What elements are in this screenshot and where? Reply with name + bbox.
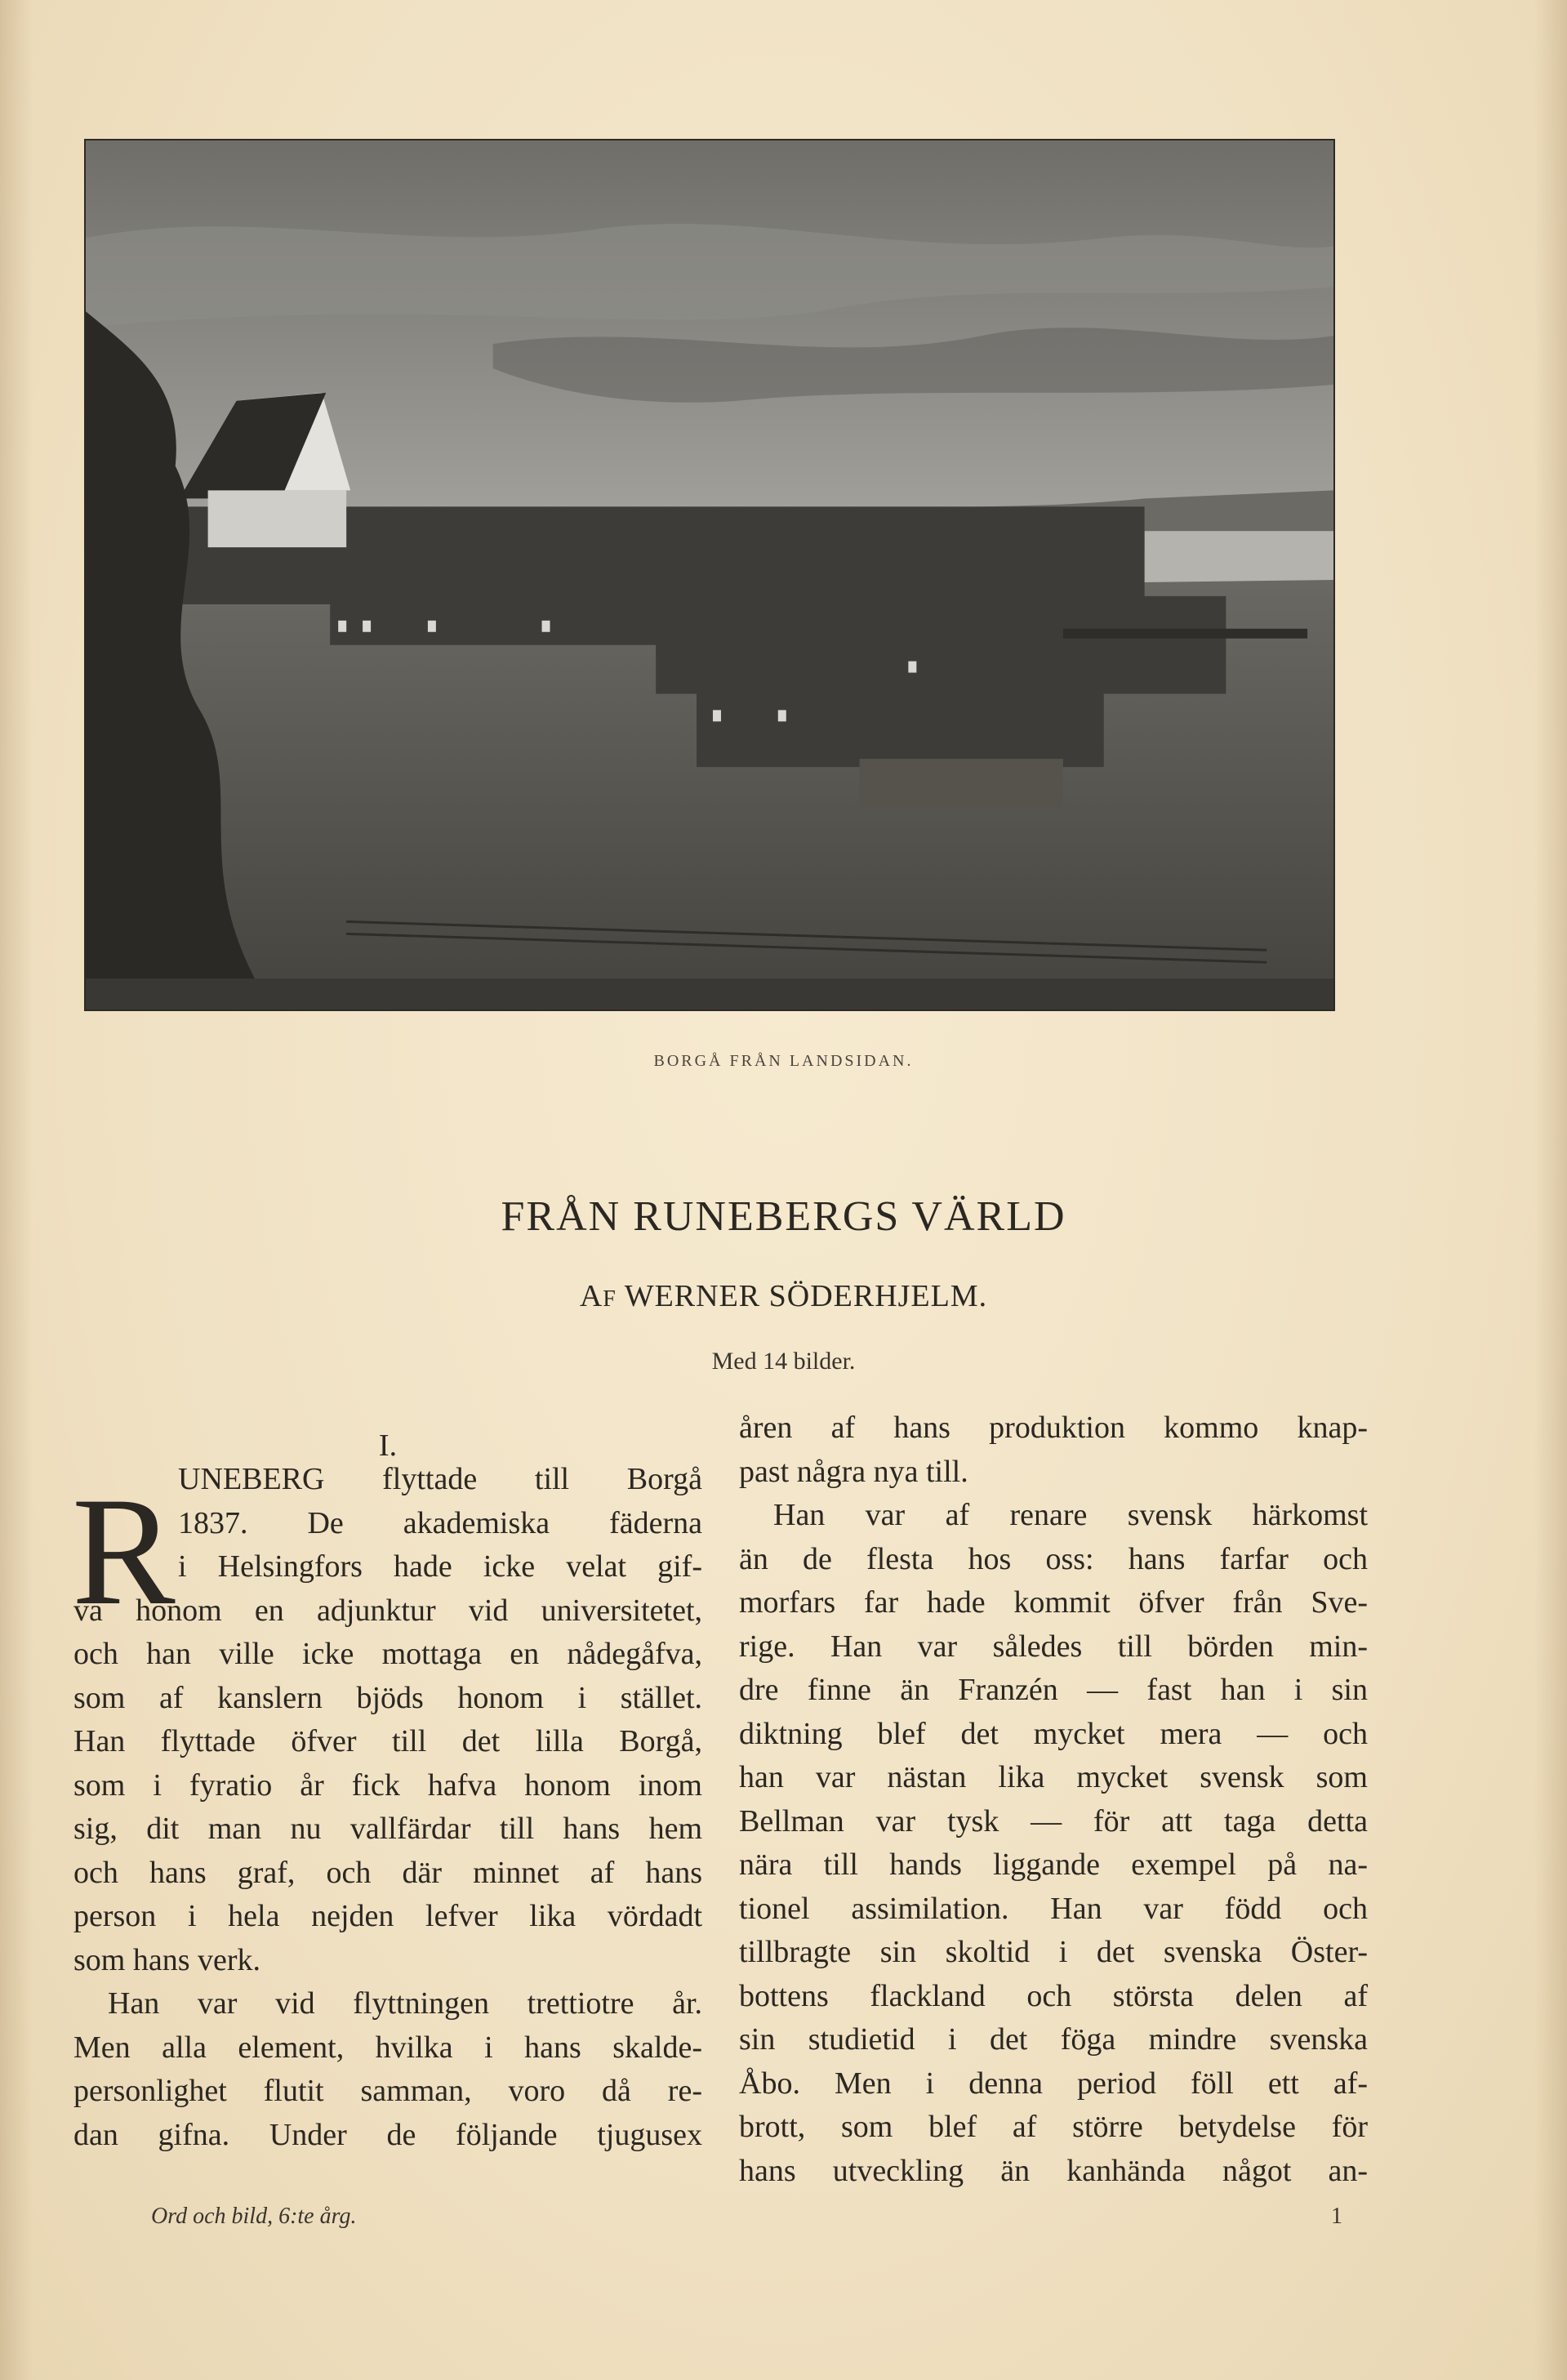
byline-author: WERNER SÖDERHJELM. [624, 1279, 988, 1313]
text-line: som af kanslern bjöds honom i stället. [73, 1680, 702, 1715]
text-line: och hans graf, och där minnet af hans [73, 1855, 702, 1890]
text-line: Åbo. Men i denna period föll ett af- [739, 2066, 1368, 2101]
photograph-plate [84, 139, 1335, 1011]
text-line: bottens flackland och största delen af [739, 1978, 1368, 2013]
page-number: 1 [1331, 2204, 1342, 2229]
page-edge-shadow-left [0, 0, 33, 2380]
right-column [739, 1406, 1368, 2193]
text-line: och han ville icke mottaga en nådegåfva, [73, 1637, 702, 1671]
byline-prefix-small: F [603, 1286, 617, 1312]
text-line: än de flesta hos oss: hans farfar och [739, 1541, 1368, 1576]
town-landscape-photo [86, 140, 1333, 1009]
text-line: sin studietid i det föga mindre svenska [739, 2022, 1368, 2057]
text-line: dan gifna. Under de följande tjugusex [73, 2117, 702, 2152]
text-line: va honom en adjunktur vid universitetet, [73, 1593, 702, 1628]
text-line: som i fyratio år fick hafva honom inom [73, 1767, 702, 1803]
article-byline [0, 1278, 1567, 1314]
text-line: han var nästan lika mycket svensk som [739, 1760, 1368, 1794]
text-line: sig, dit man nu vallfärdar till hans hem [73, 1812, 702, 1846]
text-line: UNEBERG flyttade till Borgå [178, 1462, 702, 1496]
text-line: brott, som blef af större betydelse för [739, 2110, 1368, 2144]
text-line: dre finne än Franzén — fast han i sin [739, 1673, 1368, 1707]
text-line: person i hela nejden lefver lika vördadt [73, 1899, 702, 1933]
text-line: Han flyttade öfver till det lilla Borgå, [73, 1724, 702, 1758]
text-line: 1837. De akademiska fäderna [178, 1505, 702, 1540]
text-line: past några nya till. [739, 1454, 968, 1489]
article-title: FRÅN RUNEBERGS VÄRLD [501, 1193, 1066, 1240]
plate-caption: BORGÅ FRÅN LANDSIDAN. [653, 1052, 914, 1070]
text-line: Han var af renare svensk härkomst [773, 1498, 1368, 1532]
text-line: nära till hands liggande exempel på na- [739, 1847, 1368, 1882]
text-line: personlighet flutit samman, voro då re- [73, 2074, 702, 2108]
text-line: som hans verk. [73, 1942, 261, 1977]
text-line: tionel assimilation. Han var född och [739, 1891, 1368, 1926]
bridge [1063, 629, 1307, 639]
image-count-note: Med 14 bilder. [711, 1348, 856, 1375]
text-line: i Helsingfors hade icke velat gif- [178, 1549, 702, 1584]
text-line: morfars far hade kommit öfver från Sve- [739, 1585, 1368, 1620]
byline-prefix-big: A [579, 1279, 603, 1313]
text-line: diktning blef det mycket mera — och [739, 1716, 1368, 1751]
journal-footer: Ord och bild, 6:te årg. [151, 2204, 357, 2229]
cathedral-wall [208, 490, 347, 547]
text-line: åren af hans produktion kommo knap- [739, 1411, 1368, 1445]
text-line: Bellman var tysk — för att taga detta [739, 1803, 1368, 1838]
section-number: I. [378, 1428, 398, 1463]
page-edge-shadow-right [1534, 0, 1567, 2380]
left-column [73, 1458, 702, 2157]
drop-cap: R [72, 1466, 176, 1638]
text-line: rige. Han var således till börden min- [739, 1629, 1368, 1664]
text-line: Men alla element, hvilka i hans skalde- [73, 2030, 702, 2065]
road [86, 978, 1333, 1009]
text-line: Han var vid flyttningen trettiotre år. [108, 1986, 702, 2021]
text-line: hans utveckling än kanhända något an- [739, 2153, 1368, 2188]
text-line: tillbragte sin skoltid i det svenska Öster- [739, 1935, 1368, 1969]
